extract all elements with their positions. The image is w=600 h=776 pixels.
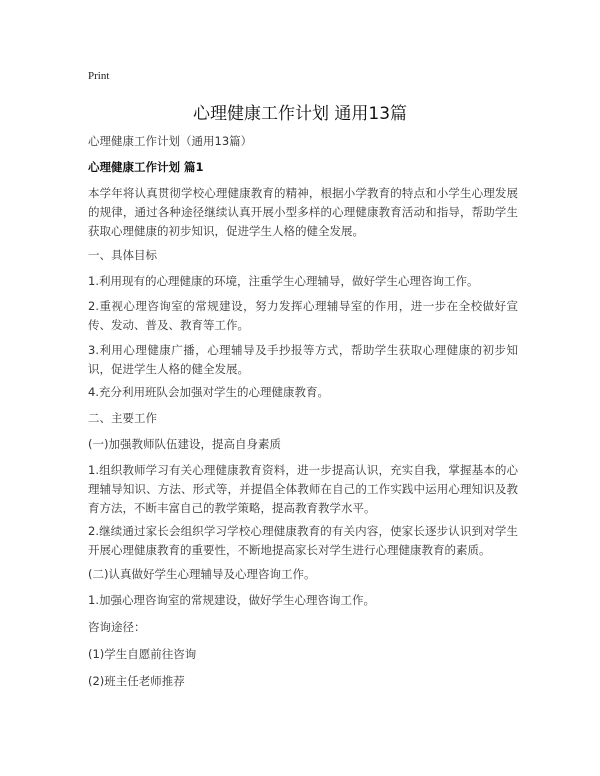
- work-item-2-1: 1.加强心理咨询室的常规建设，做好学生心理咨询工作。: [88, 593, 375, 607]
- document-title: 心理健康工作计划 通用13篇: [192, 104, 408, 124]
- channel-item-2: (2)班主任老师推荐: [88, 674, 185, 688]
- print-link[interactable]: Print: [88, 70, 110, 82]
- work-item-1-1: 1.组织教师学习有关心理健康教育资料，进一步提高认识，充实自我，掌握基本的心理辅导知识、方法、形式等，并提倡全体教师在自己的工作实践中运用心理知识及教育方法，不断丰富自己的教学策略，提高教育教学水平。: [88, 463, 518, 515]
- section-heading: 心理健康工作计划 篇1: [88, 160, 204, 174]
- document-subtitle: 心理健康工作计划（通用13篇）: [88, 134, 253, 148]
- heading-main-work: 二、主要工作: [88, 411, 157, 425]
- work-item-1-2: 2.继续通过家长会组织学习学校心理健康教育的有关内容，使家长逐步认识到对学生开展心理健康教育的重要性，不断地提高家长对学生进行心理健康教育的素质。: [88, 524, 518, 557]
- channels-label: 咨询途径：: [88, 620, 146, 634]
- goal-item-3: 3.利用心理健康广播，心理辅导及手抄报等方式，帮助学生获取心理健康的初步知识，促进学生人格的健全发展。: [88, 343, 518, 376]
- goal-item-2: 2.重视心理咨询室的常规建设，努力发挥心理辅导室的作用，进一步在全校做好宣传、发动、普及、教育等工作。: [88, 299, 518, 332]
- goal-item-1: 1.利用现有的心理健康的环境，注重学生心理辅导，做好学生心理咨询工作。: [88, 274, 479, 288]
- heading-specific-goals: 一、具体目标: [88, 248, 157, 262]
- work-item-2: (二)认真做好学生心理辅导及心理咨询工作。: [88, 567, 316, 581]
- goal-item-4: 4.充分利用班队会加强对学生的心理健康教育。: [88, 385, 329, 399]
- intro-paragraph: 本学年将认真贯彻学校心理健康教育的精神，根据小学教育的特点和小学生心理发展的规律，通过各种途径继续认真开展小型多样的心理健康教育活动和指导，帮助学生获取心理健康的初步知识，促进学生人格的健全发展。: [88, 186, 518, 238]
- work-item-1: (一)加强教师队伍建设，提高自身素质: [88, 437, 281, 451]
- channel-item-1: (1)学生自愿前往咨询: [88, 647, 197, 661]
